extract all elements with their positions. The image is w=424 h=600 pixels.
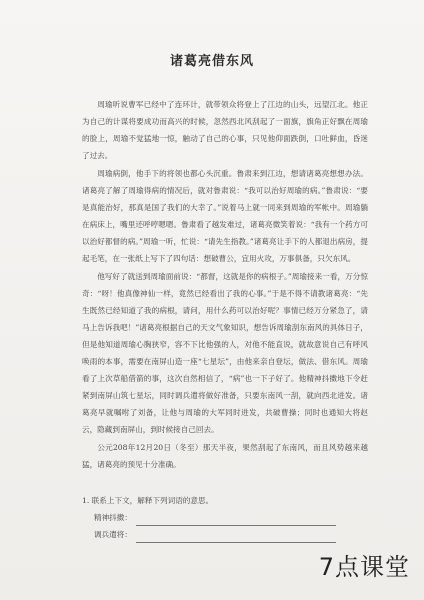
- watermark-logo: 7点课堂: [318, 553, 410, 581]
- paragraph: 周瑜听说曹军已经中了连环计，就带领众将登上了江边的山头，远望江北。他正为自己的计谋将要成功而高兴的时候，忽然西北风刮起了一面旗，旗角正好飘在周瑜的脸上，周瑜不觉猛地一惊，触动了自己的心事，只见他仰面跌倒，口吐鲜血，昏迷了过去。: [82, 100, 368, 160]
- exercise-question: 1. 联系上下文，解释下列词语的意思。: [82, 496, 214, 505]
- answer-blank[interactable]: [136, 514, 336, 526]
- exercise-item: [82, 509, 368, 526]
- page-title: 诸葛亮借东风: [169, 54, 254, 69]
- answer-blank[interactable]: [136, 531, 336, 543]
- exercise-item: [82, 526, 368, 543]
- paragraph: 他写好了就送到周瑜面前说：“都督，这就是你的病根子。”周瑜接来一看，万分惊奇：“呀！他真像神仙一样，竟然已经看出了我的心事。”于是不得不请教诸葛亮：“先生既然已经知道了我的病根，请问，用什么药可以治好呢？事情已经万分紧急了，请马上告诉我吧！”诸葛亮根据自己的天文气象知识，想告诉周瑜刮东南风的具体日子，但是他知道周瑜心胸狭窄，容不下比他强的人，对他不能直说，就故意说自己有呼风唤雨的本事，需要在南屏山造一座“七星坛”，由他来亲自登坛，做法、借东风。周瑜看了上次草船借箭的事，这次自然相信了，“病”也一下子好了。他精神抖擞地下令赶紧到南屏山筑七星坛，同时调兵遣将做好准备，只要东南风一刮，就向西北进发。诸葛亮早就嘱咐了刘备，让他与周瑜的大军同时进发，共破曹操；同时也通知大将赵云，隐藏到南屏山，到时候接自己回去。: [82, 272, 368, 434]
- exercise-term: 调兵遣将：: [94, 530, 132, 539]
- paragraph: 周瑜病倒，他手下的将领也都心头沉重。鲁肃来到江边，想请诸葛亮想想办法。诸葛亮了解了周瑜得病的情况后，就对鲁肃说：“我可以治好周瑜的病。”鲁肃说：“要是真能治好，那真是国了我们的大幸了。”说着马上就一同来到周瑜的军帐中。周瑜躺在病床上，嘴里还呼哼嗯嗯。鲁肃看了越发难过，诸葛亮微笑着说：“我有一个药方可以治好都督的病。”周瑜一听，忙说：“请先生指教。”诸葛亮让手下的人都退出病房，提起毛笔，在一张纸上写下了四句话：想破曹公，宜用火攻，万事俱备，只欠东风。: [82, 169, 368, 263]
- article-body: [82, 96, 368, 474]
- paragraph: 公元208年12月20日（冬至）那天半夜，果然刮起了东南风，而且风势越来越猛，诸葛亮的预见十分准确。: [82, 443, 368, 469]
- exercise-term: 精神抖擞：: [94, 513, 132, 522]
- exercise-section: [82, 492, 368, 543]
